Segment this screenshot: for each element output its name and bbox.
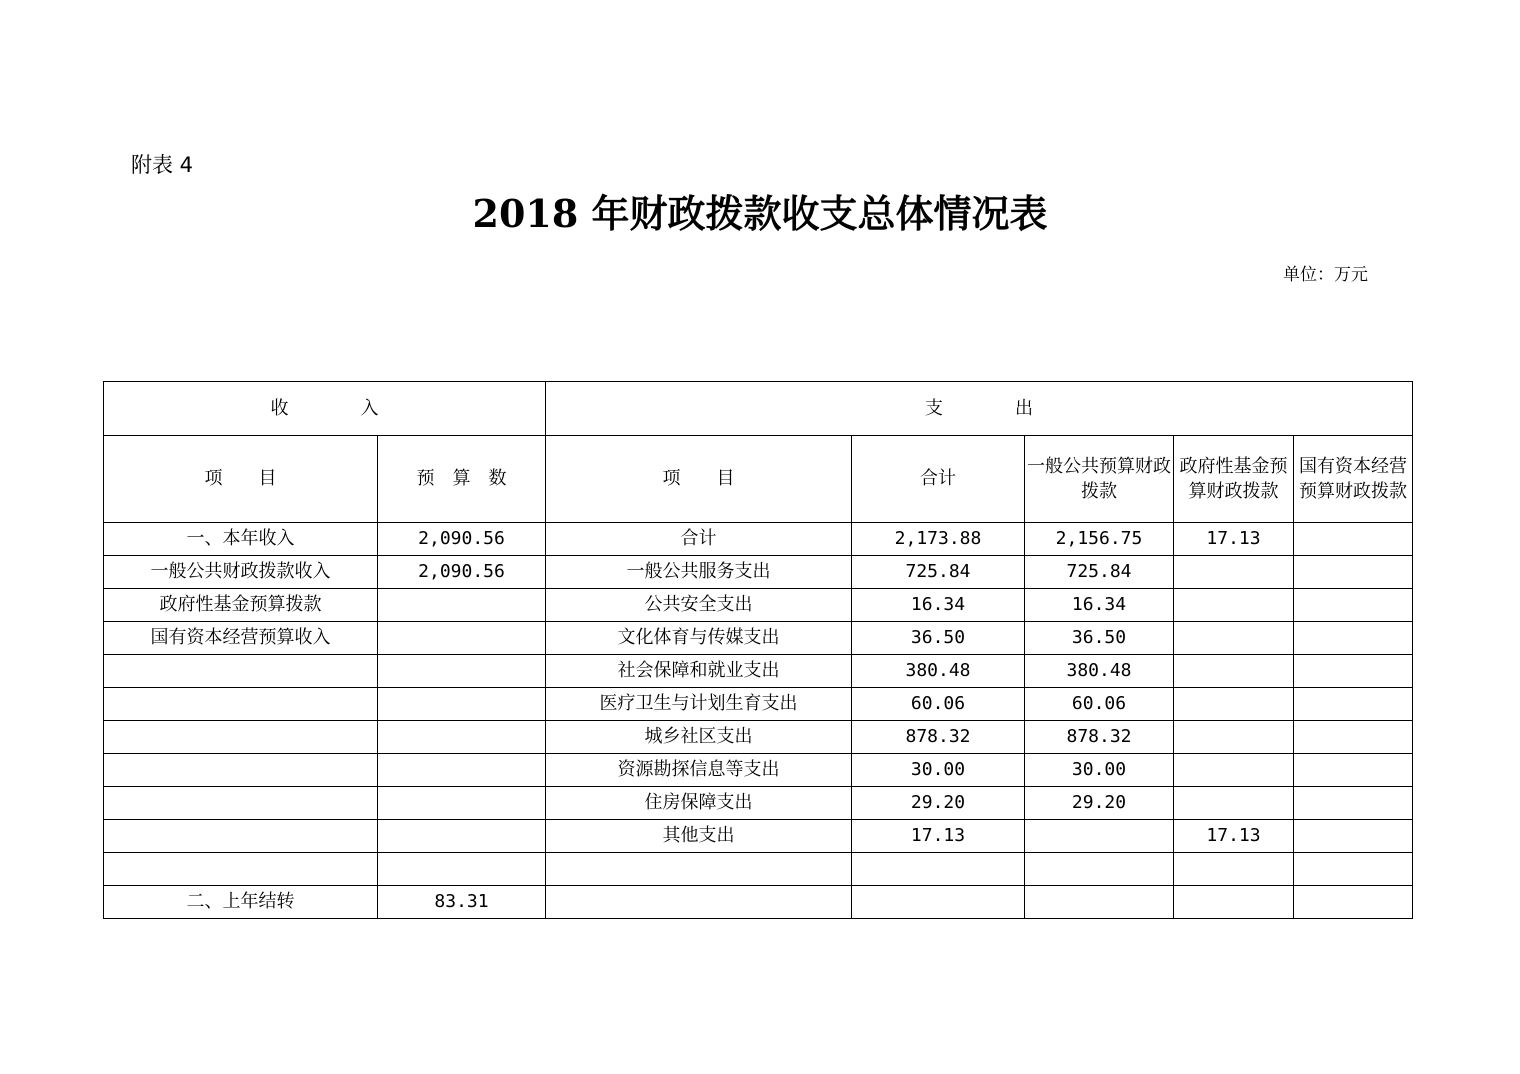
state-capital-budget-cell [1294,655,1413,688]
section-header-row [104,382,1413,436]
expense-item-cell [546,853,852,886]
fund-budget-cell [1174,688,1294,721]
income-budget-cell [378,853,546,886]
income-budget-cell: 2,090.56 [378,556,546,589]
column-header-row [104,436,1413,523]
expense-item-cell: 公共安全支出 [546,589,852,622]
table-row [104,622,1413,655]
income-budget-cell [378,754,546,787]
table-row [104,787,1413,820]
table-row [104,688,1413,721]
total-cell: 2,173.88 [852,523,1025,556]
column-header-general-budget: 一般公共预算财政拨款 [1025,436,1174,523]
income-item-cell: 二、上年结转 [104,886,378,919]
general-budget-cell: 16.34 [1025,589,1174,622]
fund-budget-cell [1174,589,1294,622]
fund-budget-cell [1174,655,1294,688]
table-row [104,820,1413,853]
expense-item-cell: 医疗卫生与计划生育支出 [546,688,852,721]
income-item-cell [104,820,378,853]
income-budget-cell [378,820,546,853]
total-cell [852,886,1025,919]
expense-item-cell [546,886,852,919]
expense-item-cell: 社会保障和就业支出 [546,655,852,688]
state-capital-budget-cell [1294,853,1413,886]
state-capital-budget-cell [1294,589,1413,622]
table-row [104,853,1413,886]
total-cell: 17.13 [852,820,1025,853]
general-budget-cell: 36.50 [1025,622,1174,655]
table-row [104,754,1413,787]
total-cell: 29.20 [852,787,1025,820]
general-budget-cell [1025,886,1174,919]
state-capital-budget-cell [1294,820,1413,853]
table-row [104,556,1413,589]
state-capital-budget-cell [1294,688,1413,721]
total-cell [852,853,1025,886]
general-budget-cell: 2,156.75 [1025,523,1174,556]
income-budget-cell [378,622,546,655]
budget-table [103,381,1413,919]
expense-item-cell: 住房保障支出 [546,787,852,820]
fund-budget-cell [1174,853,1294,886]
general-budget-cell: 29.20 [1025,787,1174,820]
fund-budget-cell: 17.13 [1174,523,1294,556]
document-title: 2018 年财政拨款收支总体情况表 [472,191,1048,236]
income-section-header: 收 入 [104,382,546,436]
income-budget-cell: 2,090.56 [378,523,546,556]
income-budget-cell [378,688,546,721]
total-cell: 30.00 [852,754,1025,787]
income-budget-cell [378,721,546,754]
state-capital-budget-cell [1294,556,1413,589]
table-row [104,721,1413,754]
total-cell: 60.06 [852,688,1025,721]
income-item-cell [104,853,378,886]
column-header-income-budget: 预 算 数 [378,436,546,523]
income-budget-cell: 83.31 [378,886,546,919]
unit-label: 单位：万元 [1283,265,1368,285]
expense-item-cell: 一般公共服务支出 [546,556,852,589]
income-budget-cell [378,589,546,622]
state-capital-budget-cell [1294,721,1413,754]
general-budget-cell: 878.32 [1025,721,1174,754]
general-budget-cell [1025,820,1174,853]
column-header-fund-budget: 政府性基金预算财政拨款 [1174,436,1294,523]
state-capital-budget-cell [1294,787,1413,820]
column-header-state-capital-budget: 国有资本经营预算财政拨款 [1294,436,1413,523]
income-item-cell [104,754,378,787]
general-budget-cell: 30.00 [1025,754,1174,787]
general-budget-cell: 380.48 [1025,655,1174,688]
table-row [104,589,1413,622]
income-budget-cell [378,787,546,820]
state-capital-budget-cell [1294,754,1413,787]
income-item-cell [104,655,378,688]
income-item-cell [104,688,378,721]
table-row [104,655,1413,688]
total-cell: 380.48 [852,655,1025,688]
column-header-income-item: 项 目 [104,436,378,523]
column-header-total: 合计 [852,436,1025,523]
expense-section-header: 支 出 [546,382,1413,436]
total-cell: 36.50 [852,622,1025,655]
fund-budget-cell [1174,622,1294,655]
total-cell: 878.32 [852,721,1025,754]
income-item-cell [104,787,378,820]
table-row [104,523,1413,556]
appendix-label: 附表 4 [131,153,194,177]
fund-budget-cell [1174,886,1294,919]
income-item-cell [104,721,378,754]
general-budget-cell: 725.84 [1025,556,1174,589]
state-capital-budget-cell [1294,886,1413,919]
expense-item-cell: 合计 [546,523,852,556]
fund-budget-cell: 17.13 [1174,820,1294,853]
income-item-cell: 政府性基金预算拨款 [104,589,378,622]
state-capital-budget-cell [1294,622,1413,655]
fund-budget-cell [1174,787,1294,820]
state-capital-budget-cell [1294,523,1413,556]
income-item-cell: 一般公共财政拨款收入 [104,556,378,589]
total-cell: 16.34 [852,589,1025,622]
expense-item-cell: 文化体育与传媒支出 [546,622,852,655]
fund-budget-cell [1174,556,1294,589]
income-item-cell: 一、本年收入 [104,523,378,556]
general-budget-cell: 60.06 [1025,688,1174,721]
income-budget-cell [378,655,546,688]
expense-item-cell: 资源勘探信息等支出 [546,754,852,787]
general-budget-cell [1025,853,1174,886]
fund-budget-cell [1174,721,1294,754]
fund-budget-cell [1174,754,1294,787]
expense-item-cell: 其他支出 [546,820,852,853]
column-header-expense-item: 项 目 [546,436,852,523]
income-item-cell: 国有资本经营预算收入 [104,622,378,655]
expense-item-cell: 城乡社区支出 [546,721,852,754]
total-cell: 725.84 [852,556,1025,589]
table-row [104,886,1413,919]
